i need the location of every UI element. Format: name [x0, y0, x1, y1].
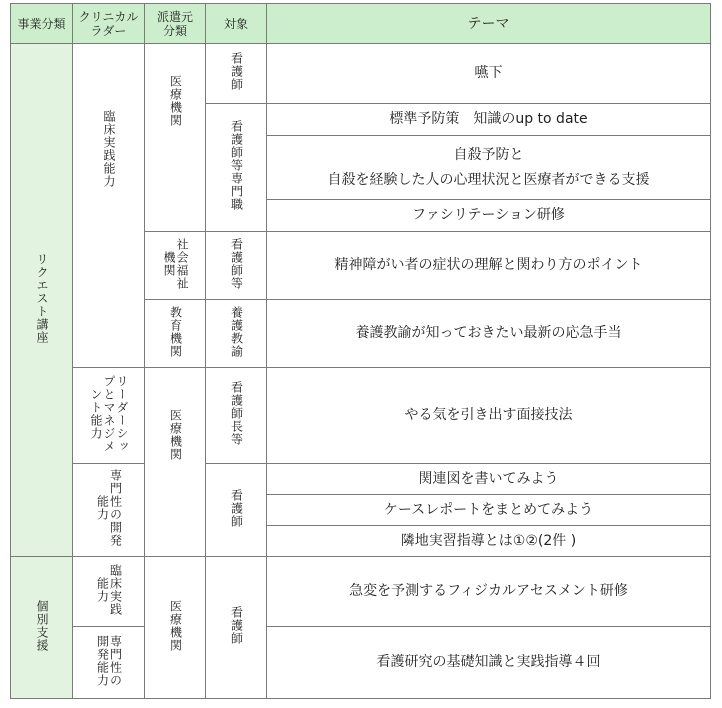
training-table	[10, 3, 711, 699]
theme-facilitation: ファシリテーション研修	[267, 200, 711, 232]
ladder-clinical-practice: 臨床実践能力	[73, 44, 145, 368]
target-head-nurse: 看護師長等	[206, 368, 267, 464]
theme-practicum-guidance: 隣地実習指導とは①②(2件 )	[267, 526, 711, 557]
dispatch-social-welfare: 社会福祉機関	[145, 232, 206, 300]
ladder-professional-dev: 専門性の開発能力	[73, 464, 145, 557]
theme-standard-precautions: 標準予防策 知識のup to date	[267, 104, 711, 136]
dispatch-education: 教育機関	[145, 300, 206, 368]
target-nurse-3: 看護師	[206, 557, 267, 699]
dispatch-medical-3: 医療機関	[145, 557, 206, 699]
ladder-leadership: リーダーシップとマネジメント能力	[73, 368, 145, 464]
theme-interview-technique: やる気を引き出す面接技法	[267, 368, 711, 464]
theme-mental-disability: 精神障がい者の症状の理解と関わり方のポイント	[267, 232, 711, 300]
target-nurse-specialist: 看護師等専門職	[206, 104, 267, 232]
target-nurse-2: 看護師	[206, 464, 267, 557]
dispatch-medical-2: 医療機関	[145, 368, 206, 557]
header-target: 対象	[206, 4, 267, 44]
header-theme: テーマ	[267, 4, 711, 44]
ladder-professional-dev-2: 専門性の開発能力	[73, 627, 145, 699]
theme-physical-assessment: 急変を予測するフィジカルアセスメント研修	[267, 557, 711, 627]
business-individual: 個別支援	[11, 557, 73, 699]
target-yogo-teacher: 養護教諭	[206, 300, 267, 368]
theme-relation-diagram: 関連図を書いてみよう	[267, 464, 711, 495]
dispatch-medical-1: 医療機関	[145, 44, 206, 232]
target-nurse-1: 看護師	[206, 44, 267, 104]
theme-nursing-research: 看護研究の基礎知識と実践指導４回	[267, 627, 711, 699]
header-dispatch-source: 派遣元 分類	[145, 4, 206, 44]
ladder-clinical-practice-2: 臨床実践能力	[73, 557, 145, 627]
business-request: リクエスト講座	[11, 44, 73, 557]
theme-first-aid: 養護教諭が知っておきたい最新の応急手当	[267, 300, 711, 368]
theme-swallowing: 嚥下	[267, 44, 711, 104]
theme-case-report: ケースレポートをまとめてみよう	[267, 495, 711, 526]
header-business-category: 事業分類	[11, 4, 73, 44]
target-nurse-etc: 看護師等	[206, 232, 267, 300]
header-clinical-ladder: クリニカル ラダー	[73, 4, 145, 44]
theme-suicide-prevention: 自殺予防と 自殺を経験した人の心理状況と医療者ができる支援	[267, 136, 711, 200]
